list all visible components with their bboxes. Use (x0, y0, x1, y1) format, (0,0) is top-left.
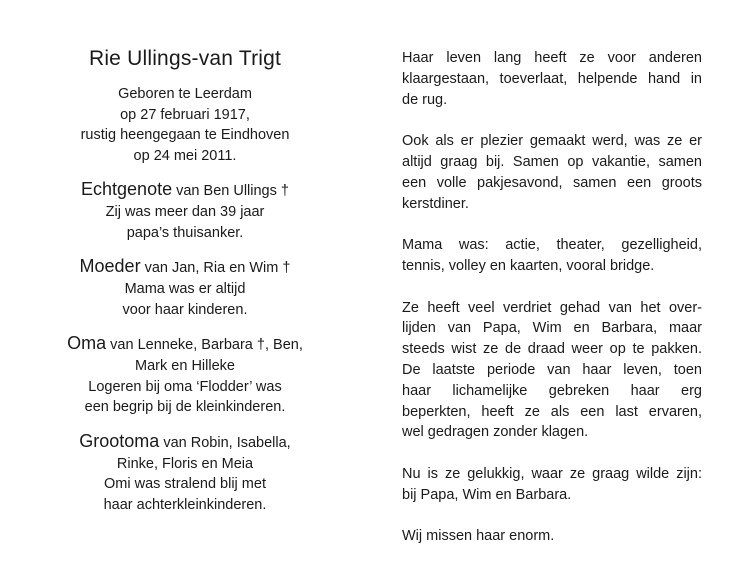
section-line: papa’s thuisanker. (126, 224, 244, 241)
section-line: Logeren bij oma ‘Flodder’ was (88, 378, 282, 395)
role-detail: van Ben Ullings † (172, 183, 289, 199)
intro-line: rustig heengegaan te Eindhoven (80, 127, 290, 143)
section-heading (40, 333, 330, 356)
paragraph-sorrow (402, 298, 702, 444)
text-line: Haar leven lang heeft ze voor anderen (402, 50, 702, 66)
section-line: Mark en Hilleke (135, 358, 235, 374)
text-line: de rug. (402, 91, 448, 108)
section-line: Rinke, Floris en Meia (116, 455, 254, 472)
right-column (402, 48, 702, 568)
section-heading (40, 256, 330, 279)
text-line: een volle pakjesavond, samen een groots (402, 174, 702, 191)
section-line: Omi was stralend blij met (104, 476, 266, 492)
deceased-name: Rie Ullings-van Trigt (88, 47, 282, 70)
section-echtgenote (40, 179, 330, 243)
text-line: Ze heeft veel verdriet gehad van het over- (402, 299, 702, 316)
paragraph-happy (402, 464, 702, 506)
paragraph-life (402, 48, 702, 110)
role-label: Oma (67, 333, 107, 353)
section-line: Zij was meer dan 39 jaar (105, 204, 265, 220)
section-grootoma (40, 431, 330, 516)
text-line: kerstdiner. (402, 195, 469, 212)
text-line: De laatste periode van haar leven, toen (402, 361, 702, 378)
section-line: voor haar kinderen. (122, 301, 248, 318)
paragraph-fun (402, 131, 702, 214)
section-oma (40, 333, 330, 418)
section-line: Mama was er altijd (124, 281, 246, 297)
birth-death-info (40, 84, 330, 166)
text-line: Ook als er plezier gemaakt werd, was ze er (402, 133, 702, 150)
text-line: altijd graag bij. Samen op vakantie, samen (402, 153, 702, 170)
left-column (40, 46, 330, 515)
section-heading (40, 431, 330, 454)
text-line: Wij missen haar enorm. (402, 528, 555, 545)
text-line: klaargestaan, toeverlaat, helpende hand in (402, 70, 702, 87)
role-detail: van Jan, Ria en Wim † (140, 260, 291, 276)
paragraph-miss (402, 526, 702, 547)
text-line: beperkten, heeft ze als een last ervaren, (402, 403, 702, 420)
role-detail: van Robin, Isabella, (159, 434, 291, 451)
text-line: lijden van Papa, Wim en Barbara, maar (402, 320, 702, 337)
section-moeder (40, 256, 330, 320)
section-heading (40, 179, 330, 202)
section-line: haar achterkleinkinderen. (103, 496, 267, 513)
text-line: bij Papa, Wim en Barbara. (402, 486, 572, 503)
text-line: Nu is ze gelukkig, waar ze graag wilde zijn: (402, 465, 702, 482)
intro-line: Geboren te Leerdam (118, 86, 252, 102)
role-label: Echtgenote (81, 179, 173, 199)
intro-line: op 24 mei 2011. (133, 147, 237, 164)
text-line: tennis, volley en kaarten, vooral bridge. (402, 257, 655, 274)
paragraph-mama-was (402, 235, 702, 277)
text-line: wel gedragen zonder klagen. (402, 424, 589, 441)
role-label: Moeder (79, 256, 141, 276)
text-line: Mama was: actie, theater, gezelligheid, (402, 237, 702, 254)
text-line: steeds wist ze de draad weer op te pakken. (402, 341, 702, 358)
intro-line: op 27 februari 1917, (120, 106, 250, 123)
text-line: haar lichamelijke gebreken haar erg (402, 382, 702, 399)
role-detail: van Lenneke, Barbara †, Ben, (106, 337, 303, 353)
role-label: Grootoma (79, 430, 160, 451)
section-line: een begrip bij de kleinkinderen. (84, 399, 286, 415)
